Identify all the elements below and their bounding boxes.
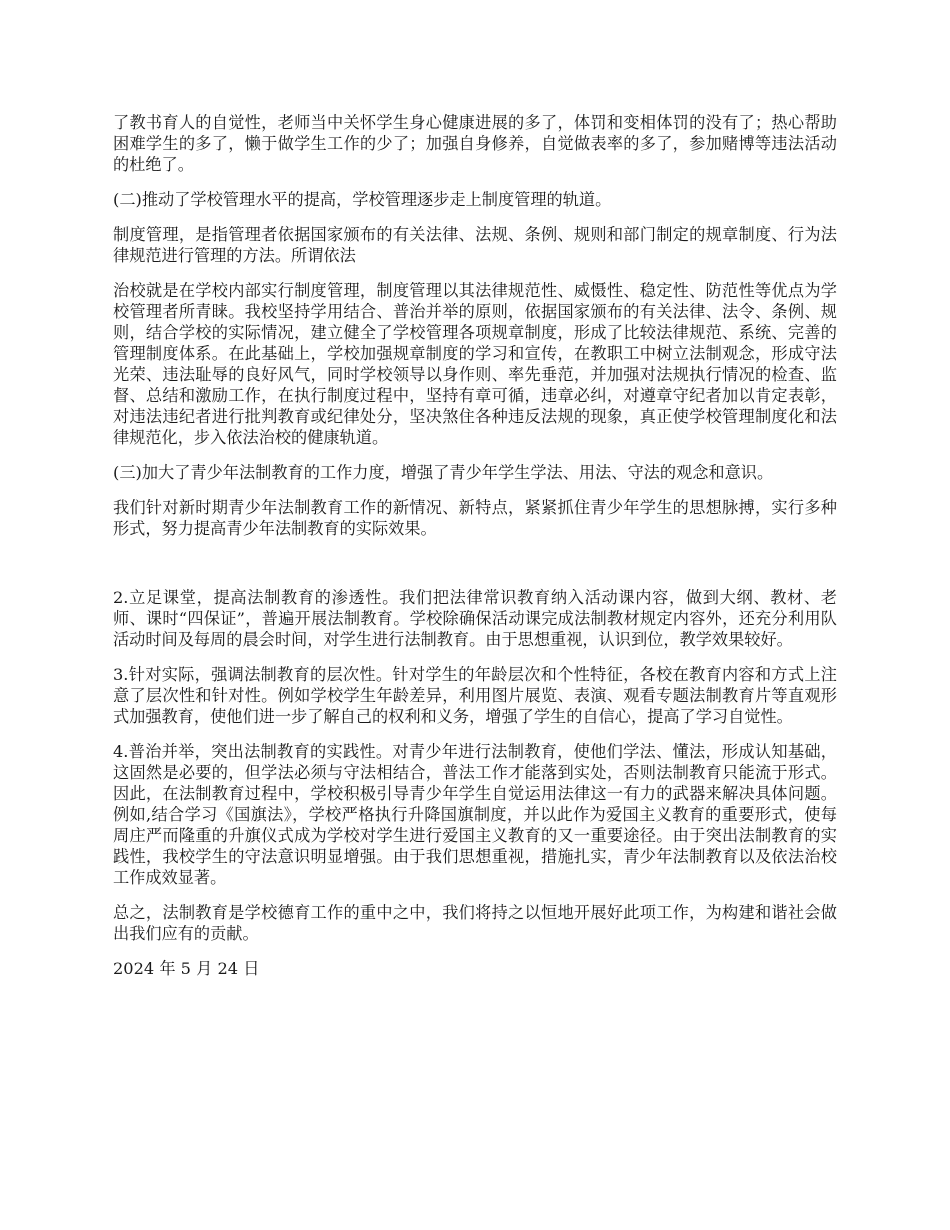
- heading-section-3: (三)加大了青少年法制教育的工作力度，增强了青少年学生学法、用法、守法的观念和意识。: [113, 463, 774, 482]
- document-date: 2024 年 5 月 24 日: [113, 959, 260, 978]
- paragraph-conclusion: 总之，法制教育是学校德育工作的重中之中，我们将持之以恒地开展好此项工作，为构建和谐社会做出我们应有的贡献。: [113, 903, 837, 943]
- paragraph-item-4: 4.普治并举，突出法制教育的实践性。对青少年进行法制教育，使他们学法、懂法，形成认知基础，这固然是必要的，但学法必须与守法相结合，普法工作才能落到实处，否则法制教育只能流于形式。因此，在法制教育过程中，学校积极引导青少年学生自觉运用法律这一有力的武器来解决具体问题。例如,结合学习《国旗法》，学校严格执行升降国旗制度，并以此作为爱国主义教育的重要形式，使每周庄严而隆重的升旗仪式成为学校对学生进行爱国主义教育的又一重要途径。由于突出法制教育的实践性，我校学生的守法意识明显增强。由于我们思想重视，措施扎实，青少年法制教育以及依法治校工作成效显著。: [113, 742, 837, 887]
- paragraph-teacher-conduct: 了教书育人的自觉性，老师当中关怀学生身心健康进展的多了，体罚和变相体罚的没有了；热心帮助困难学生的多了，懒于做学生工作的少了；加强自身修养，自觉做表率的多了，参加赌博等违法活动的杜绝了。: [113, 113, 837, 174]
- paragraph-item-3: 3.针对实际，强调法制教育的层次性。针对学生的年龄层次和个性特征，各校在教育内容和方式上注意了层次性和针对性。例如学校学生年龄差异，利用图片展览、表演、观看专题法制教育片等直观形式加强教育，使他们进一步了解自己的权利和义务，增强了学生的自信心，提高了学习自觉性。: [113, 665, 837, 726]
- paragraph-system-management: 制度管理，是指管理者依据国家颁布的有关法律、法规、条例、规则和部门制定的规章制度、行为法律规范进行管理的方法。所谓依法: [113, 225, 837, 265]
- heading-section-2: (二)推动了学校管理水平的提高，学校管理逐步走上制度管理的轨道。: [113, 190, 612, 209]
- paragraph-new-situation: 我们针对新时期青少年法制教育工作的新情况、新特点，紧紧抓住青少年学生的思想脉搏，实行多种形式，努力提高青少年法制教育的实际效果。: [113, 498, 837, 538]
- paragraph-item-2: 2.立足课堂，提高法制教育的渗透性。我们把法律常识教育纳入活动课内容，做到大纲、教材、老师、课时“四保证”，普遍开展法制教育。学校除确保活动课完成法制教材规定内容外，还充分利用队活动时间及每周的晨会时间，对学生进行法制教育。由于思想重视，认识到位，教学效果较好。: [113, 588, 837, 649]
- section-gap: [113, 553, 837, 587]
- document-body: [113, 112, 837, 993]
- paragraph-rule-of-law-school: 治校就是在学校内部实行制度管理，制度管理以其法律规范性、威慑性、稳定性、防范性等优点为学校管理者所青睐。我校坚持学用结合、普治并举的原则，依据国家颁布的有关法律、法令、条例、规则，结合学校的实际情况，建立健全了学校管理各项规章制度，形成了比较法律规范、系统、完善的管理制度体系。在此基础上，学校加强规章制度的学习和宣传，在教职工中树立法制观念，形成守法光荣、违法耻辱的良好风气，同时学校领导以身作则、率先垂范，并加强对法规执行情况的检查、监督、总结和激励工作，在执行制度过程中，坚持有章可循，违章必纠，对遵章守纪者加以肯定表彰，对违法违纪者进行批判教育或纪律处分，坚决煞住各种违反法规的现象，真正使学校管理制度化和法律规范化，步入依法治校的健康轨道。: [113, 281, 837, 447]
